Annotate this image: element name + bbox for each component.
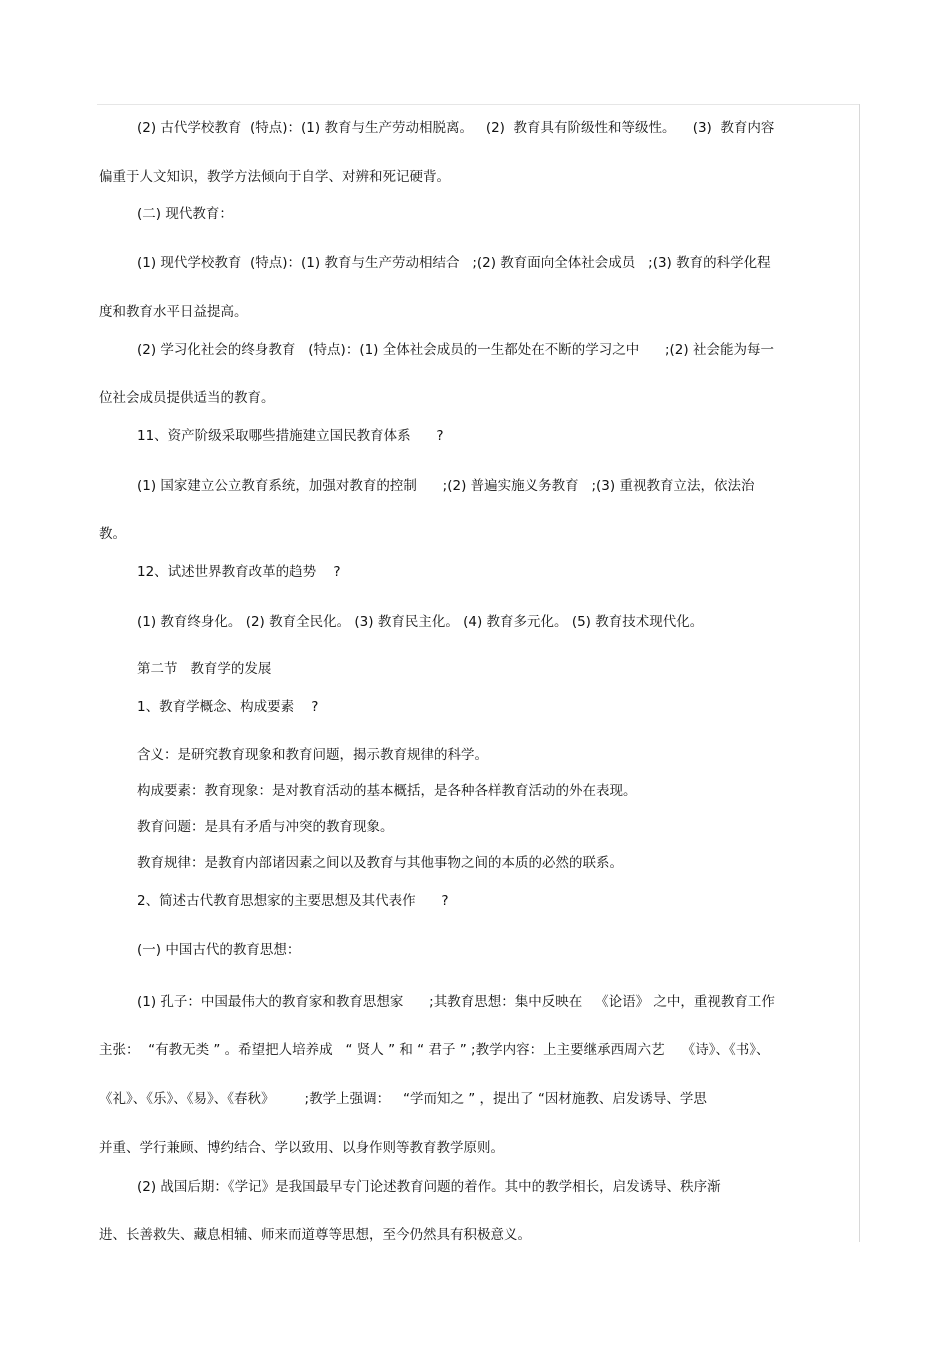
text-line-ancient-school-features: (2) 古代学校教育 (特点)：(1) 教育与生产劳动相脱离。 (2) 教育具有阶级性和等级性。 (3) 教育内容 — [137, 120, 775, 136]
section-heading-second-section: 第二节 教育学的发展 — [137, 661, 272, 677]
text-line-xueji: (2) 战国后期：《学记》是我国最早专门论述教育问题的着作。其中的教学相长，启发诱导、秩序渐 — [137, 1179, 721, 1195]
definition-meaning: 含义：是研究教育现象和教育问题，揭示教育规律的科学。 — [137, 747, 488, 763]
text-line-confucius-cont-1: 主张： “有教无类 ” 。希望把人培养成 “ 贤人 ” 和 “ 君子 ” ;教学内容：上主要继承西周六艺 《诗》、《书》、 — [99, 1042, 770, 1058]
text-line-confucius: (1) 孔子：中国最伟大的教育家和教育思想家 ;其教育思想：集中反映在 《论语》 之中，重视教育工作 — [137, 994, 775, 1010]
section-heading-modern-education: (二) 现代教育： — [137, 206, 233, 222]
answer-11-cont: 教。 — [99, 526, 126, 542]
question-2: 2、简述古代教育思想家的主要思想及其代表作 ? — [137, 893, 449, 909]
text-line-ancient-school-cont: 偏重于人文知识，教学方法倾向于自学、对辨和死记硬背。 — [99, 169, 450, 185]
page-top-rule — [97, 104, 859, 105]
text-line-lifelong-education: (2) 学习化社会的终身教育 (特点)：(1) 全体社会成员的一生都处在不断的学习之中 ;(2) 社会能为每一 — [137, 342, 774, 358]
question-1: 1、教育学概念、构成要素 ? — [137, 699, 319, 715]
section-heading-chinese-ancient-thought: (一) 中国古代的教育思想： — [137, 942, 301, 958]
question-11: 11、资产阶级采取哪些措施建立国民教育体系 ? — [137, 428, 444, 444]
text-line-xueji-cont: 进、长善救失、藏息相辅、师来而道尊等思想，至今仍然具有积极意义。 — [99, 1227, 531, 1243]
text-line-lifelong-education-cont: 位社会成员提供适当的教育。 — [99, 390, 275, 406]
definition-components: 构成要素：教育现象：是对教育活动的基本概括，是各种各样教育活动的外在表现。 — [137, 783, 637, 799]
text-line-confucius-cont-2: 《礼》、《乐》、《易》、《春秋》 ;教学上强调： “学而知之 ” ，提出了 “因材施教、启发诱导、学思 — [99, 1091, 707, 1107]
text-line-modern-school-features: (1) 现代学校教育 (特点)：(1) 教育与生产劳动相结合 ;(2) 教育面向全体社会成员 ;(3) 教育的科学化程 — [137, 255, 771, 271]
answer-12: (1) 教育终身化。 (2) 教育全民化。 (3) 教育民主化。 (4) 教育多元化。 (5) 教育技术现代化。 — [137, 614, 704, 630]
definition-education-problem: 教育问题：是具有矛盾与冲突的教育现象。 — [137, 819, 394, 835]
text-line-confucius-cont-3: 并重、学行兼顾、博约结合、学以致用、以身作则等教育教学原则。 — [99, 1140, 504, 1156]
page-right-rule — [859, 104, 860, 1242]
definition-education-law: 教育规律：是教育内部诸因素之间以及教育与其他事物之间的本质的必然的联系。 — [137, 855, 623, 871]
question-12: 12、试述世界教育改革的趋势 ? — [137, 564, 341, 580]
answer-11: (1) 国家建立公立教育系统，加强对教育的控制 ;(2) 普遍实施义务教育 ;(3) 重视教育立法，依法治 — [137, 478, 755, 494]
text-line-modern-school-cont: 度和教育水平日益提高。 — [99, 304, 248, 320]
